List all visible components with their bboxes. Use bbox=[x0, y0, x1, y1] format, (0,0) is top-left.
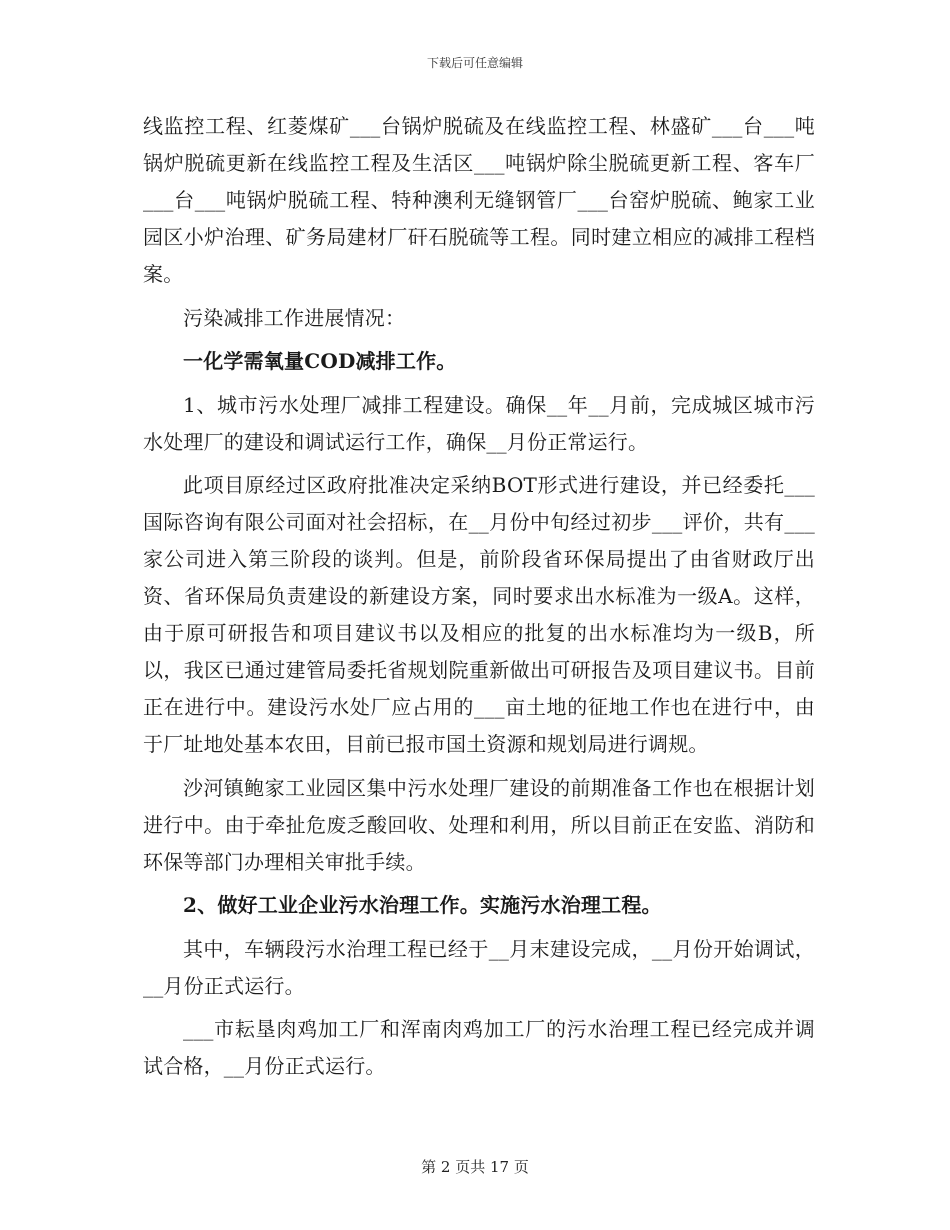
paragraph-progress-heading: 污染减排工作进展情况： bbox=[183, 305, 406, 330]
document-body bbox=[143, 108, 815, 1092]
paragraph-shahe-park: 沙河镇鲍家工业园区集中污水处理厂建设的前期准备工作也在根据计划进行中。由于牵扯危废乏酸回收、处理和利用，所以目前正在安监、消防和环保等部门办理相关审批手续。 bbox=[143, 775, 815, 874]
paragraph-vehicle-depot: 其中，车辆段污水治理工程已经于__月末建设完成，__月份开始调试，__月份正式运行。 bbox=[143, 936, 815, 998]
paragraph-chicken-plants: ___市耘垦肉鸡加工厂和浑南肉鸡加工厂的污水治理工程已经完成并调试合格，__月份正式运行。 bbox=[143, 1017, 815, 1078]
page-footer: 第 2 页共 17 页 bbox=[421, 1158, 529, 1176]
page-header: 下载后可任意编辑 bbox=[426, 56, 523, 70]
paragraph-project-list: 线监控工程、红菱煤矿___台锅炉脱硫及在线监控工程、林盛矿___台___吨锅炉脱硫更新在线监控工程及生活区___吨锅炉除尘脱硫更新工程、客车厂___台___吨锅炉脱硫工程、特种澳利无缝钢管厂___台窑炉脱硫、鲍家工业园区小炉治理、矿务局建材厂矸石脱硫等工程。同时建立相应的减排工程档案。 bbox=[143, 114, 815, 286]
section-heading-cod: 一化学需氧量COD减排工作。 bbox=[183, 349, 457, 373]
section-heading-industrial: 2、做好工业企业污水治理工作。实施污水治理工程。 bbox=[183, 893, 662, 917]
paragraph-sewage-plant: 1、城市污水处理厂减排工程建设。确保__年__月前，完成城区城市污水处理厂的建设和调试运行工作，确保__月份正常运行。 bbox=[143, 392, 815, 454]
paragraph-bot-project: 此项目原经过区政府批准决定采纳BOT形式进行建设，并已经委托___国际咨询有限公司面对社会招标，在__月份中旬经过初步___评价，共有___家公司进入第三阶段的谈判。但是，前阶段省环保局提出了由省财政厅出资、省环保局负责建设的新建设方案，同时要求出水标准为一级A。这样，由于原可研报告和项目建议书以及相应的批复的出水标准均为一级B，所以，我区已通过建管局委托省规划院重新做出可研报告及项目建议书。目前正在进行中。建设污水处厂应占用的___亩土地的征地工作也在进行中，由于厂址地处基本农田，目前已报市国土资源和规划局进行调规。 bbox=[143, 473, 815, 756]
